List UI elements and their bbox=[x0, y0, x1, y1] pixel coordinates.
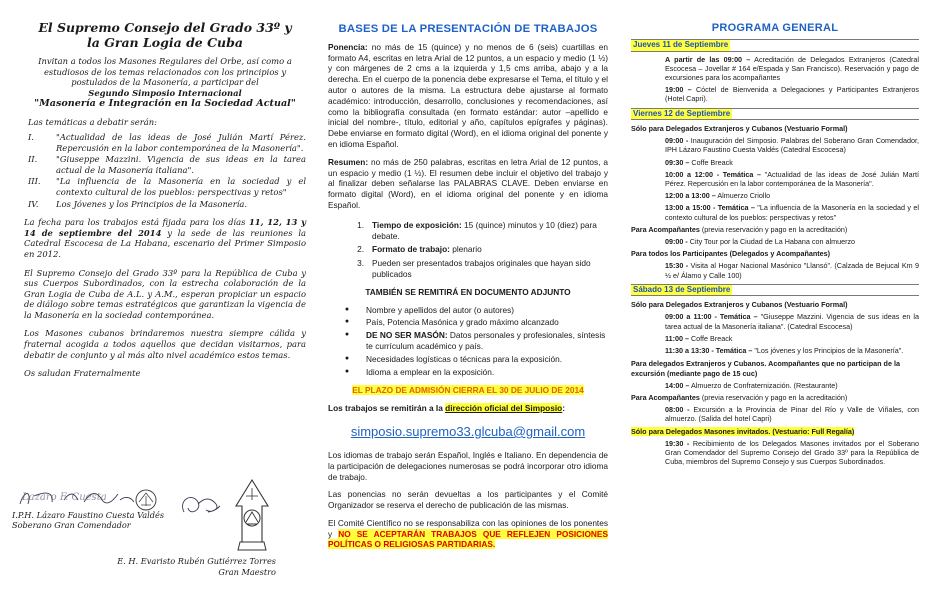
audience-lead: Para Acompañantes bbox=[631, 392, 700, 402]
numbered-rules bbox=[328, 220, 608, 280]
audience-line bbox=[631, 225, 919, 234]
committee-paragraph: El Comité Científico no se responsabiliza con las opiniones de los ponentes y NO SE ACEPTARÁN TRABAJOS QUE REFLEJEN POSICIONES POLÍTICAS O RELIGIOSAS PARTIDARIAS. bbox=[328, 517, 608, 550]
welcome-paragraph: Los Masones cubanos brindaremos nuestra siempre cálida y fraternal acogida a todos aquellos que decidan visitarnos, para debatir de conjunto y al más alto nivel académico estos temas. bbox=[24, 328, 306, 360]
attachment-item: ● DE NO SER MASÓN: Datos personales y profesionales, síntesis te currículum académico y país. bbox=[328, 330, 608, 352]
program-item bbox=[665, 55, 919, 83]
event-dates: 11, 12, 13 y 14 de septiembre del 2014 bbox=[24, 217, 306, 238]
attachment-list bbox=[328, 305, 608, 378]
deadline-notice: EL PLAZO DE ADMISIÓN CIERRA EL 30 DE JULIO DE 2014 bbox=[352, 385, 584, 396]
themes-list bbox=[24, 132, 306, 209]
rule-item: 2. Formato de trabajo: plenario bbox=[357, 244, 482, 255]
rule-item: 3. Pueden ser presentados trabajos originales que hayan sido publicados bbox=[357, 258, 591, 279]
attachment-item: ● Necesidades logísticas o técnicas para la exposición. bbox=[328, 354, 608, 365]
bullet-icon: ● bbox=[344, 354, 350, 362]
program-time: 09:00 - bbox=[665, 237, 688, 247]
signer-1-role: Soberano Gran Comendador bbox=[12, 520, 131, 530]
program-item bbox=[665, 136, 919, 154]
seal-icon bbox=[134, 488, 158, 512]
program-text: Excursión a la Provincia de Pinar del Río y Valle de Viñales, con almuerzo. (Salida del hotel Capri) bbox=[665, 405, 919, 424]
program-time: 14:00 – bbox=[665, 380, 690, 390]
invitation-intro: Invitan a todos los Masones Regulares del Orbe, así como a estudiosos de los temas relacionados con los principios y postulados de la Masonería, a participar del bbox=[38, 56, 292, 88]
signer-2-role: Gran Maestro bbox=[218, 567, 276, 577]
audience-lead: Para todos los Participantes (Delegados y Acompañantes) bbox=[631, 249, 831, 259]
day-header-row bbox=[631, 39, 919, 51]
signature-2-image bbox=[176, 490, 224, 522]
audience-note: (previa reservación y pago en la acreditación) bbox=[699, 392, 848, 402]
languages-paragraph: Los idiomas de trabajo serán Español, Inglés e Italiano. En dependencia de la participación de delegaciones numerosas se podrá incorporar otro idioma de trabajo. bbox=[328, 449, 608, 482]
program-item bbox=[665, 312, 919, 330]
signer-2-name: E. H. Evaristo Rubén Gutiérrez Torres bbox=[117, 556, 276, 566]
program-schedule bbox=[631, 39, 919, 466]
program-time: 09:30 – bbox=[665, 157, 690, 167]
program-item bbox=[665, 203, 919, 221]
audience-section: Sólo para Delegados Extranjeros y Cubanos (Vestuario Formal) bbox=[631, 124, 848, 134]
attach-heading: TAMBIÉN SE REMITIRÁ EN DOCUMENTO ADJUNTO bbox=[365, 286, 571, 297]
bullet-icon: ● bbox=[344, 318, 350, 326]
signer-1-name: I.P.H. Lázaro Faustino Cuesta Valdés bbox=[12, 510, 165, 520]
political-warning: NO SE ACEPTARÁN TRABAJOS QUE REFLEJEN POSICIONES POLÍTICAS O RELIGIOSAS PARTIDARIAS. bbox=[328, 528, 608, 550]
rule-item: 1. Tiempo de exposición: 15 (quince) minutos y 10 (diez) para debate. bbox=[357, 219, 597, 241]
attachment-item: ● País, Potencia Masónica y grado máximo alcanzado bbox=[328, 317, 608, 328]
theme-item: III. "La influencia de la Masonería en la sociedad y el contexto cultural de los pueblos: perspectivas y retos" bbox=[28, 176, 306, 197]
closing-greeting: Os saludan Fraternalmente bbox=[24, 368, 141, 379]
rules-heading: BASES DE LA PRESENTACIÓN DE TRABAJOS bbox=[338, 23, 598, 35]
returns-paragraph: Las ponencias no serán devueltas a los participantes y el Comité Organizador se reserva el derecho de publicación de las mismas. bbox=[328, 489, 608, 511]
program-text: Cóctel de Bienvenida a Delegaciones y Participantes Extranjeros (Hotel Capri). bbox=[665, 85, 919, 104]
program-text: Almuerzo de Confraternización. (Restaurante) bbox=[689, 380, 838, 390]
dates-paragraph: La fecha para los trabajos está fijada para los días 11, 12, 13 y 14 de septiembre del 2014 y la sede de las reuniones la Catedral Escocesa de La Habana, escenario del Primer Simposio en 2012. bbox=[24, 217, 306, 259]
signature-1-text bbox=[12, 510, 164, 530]
theme-item: IV. Los Jóvenes y los Principios de la Masonería. bbox=[28, 198, 248, 209]
day-label: Viernes 12 de Septiembre bbox=[633, 108, 731, 118]
ponencia-paragraph: Ponencia: no más de 15 (quince) y no menos de 6 (seis) cuartillas en formato A4, escritas en letra Arial de 12 puntos, a un espacio y medio (1 ½) y con márgenes de 2 cms a la izquierda y 1,5 cms arriba, abajo y a la derecha. En el cuerpo de la ponencia debe expresarse el Tema, el título y el autor o autores de la misma. La estructura debe ajustarse al formato académico: introducción, desarrollo, conclusiones y recomendaciones, así como la bibliografía consultada (en formato estándar: autor –apellido e inicial del nombre-, título, editorial y año, capítulos epígrafes y páginas). Debe enviarse en formato digital (Word), en el idioma original del ponente y en idioma Español. bbox=[328, 41, 608, 149]
program-item bbox=[665, 346, 919, 355]
audience-note: (previa reservación y pago en la acreditación) bbox=[699, 224, 848, 234]
audience-section-highlight bbox=[631, 427, 919, 436]
audience-lead: Para Acompañantes bbox=[631, 224, 700, 234]
bullet-icon: ● bbox=[344, 305, 350, 313]
official-address-link[interactable]: dirección oficial del Simposio bbox=[445, 403, 563, 414]
symposium-email-link[interactable]: simposio.supremo33.glcuba@gmail.com bbox=[350, 423, 586, 439]
bullet-icon: ● bbox=[344, 331, 350, 339]
signature-1-image bbox=[14, 486, 149, 510]
collaboration-paragraph: El Supremo Consejo del Grado 33º para la República de Cuba y sus Cuerpos Subordinados, con la estrecha colaboración de la Gran Logia de Cuba de A.L. y A.M., esperan propiciar un espacio de diálogo sobre temas estratégicos que garantizan la vigencia de la Masonería en la sociedad contemporánea. bbox=[24, 267, 306, 320]
program-time: 11:00 – bbox=[665, 333, 689, 343]
program-time: 12:00 a 13:00 – bbox=[665, 191, 716, 201]
audience-section: Sólo para Delegados Extranjeros y Cubanos (Vestuario Formal) bbox=[631, 300, 848, 310]
attachment-item: ● Idioma a emplear en la exposición. bbox=[328, 367, 608, 378]
program-heading: PROGRAMA GENERAL bbox=[711, 22, 839, 34]
program-text: "Giuseppe Mazzini. Vigencia de sus ideas en la tarea actual de la Masonería italiana". (Catedral Escocesa) bbox=[665, 312, 919, 331]
theme-item: II. "Giuseppe Mazzini. Vigencia de sus ideas en la tarea actual de la Masonería italiana". bbox=[28, 154, 306, 175]
program-text: City Tour por la Ciudad de La Habana con almuerzo bbox=[687, 237, 856, 247]
program-time: 19:30 - bbox=[665, 438, 690, 448]
day-header-row bbox=[631, 284, 919, 296]
program-time: 09:00 a 11:00 - Temática – bbox=[665, 312, 758, 322]
program-time: 08:00 - bbox=[665, 405, 690, 415]
day-label: Sábado 13 de Septiembre bbox=[633, 284, 731, 294]
program-time: 15:30 - bbox=[665, 261, 689, 271]
program-text: "Los jóvenes y los Principios de la Masonería". bbox=[752, 346, 904, 356]
bullet-icon: ● bbox=[344, 367, 350, 375]
audience-section: Para delegados Extranjeros y Cubanos. Acompañantes que no participan de la excursión (mediante pago de 15 cuc) bbox=[631, 359, 900, 378]
day-label: Jueves 11 de Septiembre bbox=[633, 40, 729, 50]
program-text: Almuerzo Criollo bbox=[715, 191, 771, 201]
masonic-emblem-icon bbox=[232, 478, 272, 554]
themes-heading: Las temáticas a debatir serán: bbox=[28, 117, 157, 128]
program-item bbox=[665, 381, 919, 390]
day-header-row bbox=[631, 108, 919, 120]
event-motto: "Masonería e Integración en la Sociedad Actual" bbox=[34, 98, 296, 110]
theme-item: I. "Actualidad de las ideas de José Julián Martí Pérez. Repercusión en la labor contemporánea de la Masonería". bbox=[28, 131, 306, 153]
resumen-paragraph: Resumen: no más de 250 palabras, escritas en letra Arial de 12 puntos, a un espacio y medio (1 ½). El resumen debe incluir el objetivo del trabajo y al finalizar deben señalarse las PALABRAS CLAVE. Deben enviarse en formato digital (Word), en el idioma original del ponente y en idioma Español. bbox=[328, 156, 608, 210]
program-time: 13:00 a 15:00 - Temática – bbox=[665, 203, 755, 213]
invitation-column bbox=[24, 0, 306, 379]
program-time: 09:00 - bbox=[665, 136, 689, 146]
program-item bbox=[665, 85, 919, 103]
program-time: 10:00 a 12:00 - Temática – bbox=[665, 169, 762, 179]
program-item bbox=[665, 405, 919, 423]
audience-line bbox=[631, 393, 919, 402]
program-text: Coffe Breack bbox=[689, 157, 733, 167]
program-text: Visita al Hogar Nacional Masónico "Llansó". (Calzada de Bejucal Km 9 ½ e/ Álamo y Calle 100) bbox=[665, 261, 919, 280]
invitation-title: El Supremo Consejo del Grado 33º y la Gran Logia de Cuba bbox=[38, 20, 292, 50]
send-to-paragraph: Los trabajos se remitirán a la dirección oficial del Simposio: bbox=[328, 403, 565, 414]
attachment-item: ● Nombre y apellidos del autor (o autores) bbox=[328, 305, 608, 316]
program-item bbox=[665, 237, 919, 246]
program-item bbox=[665, 158, 919, 167]
submission-rules-column bbox=[328, 0, 608, 550]
event-name: Segundo Simposio Internacional bbox=[88, 87, 242, 98]
program-item bbox=[665, 439, 919, 467]
program-item bbox=[665, 170, 919, 188]
program-time: A partir de las 09:00 – bbox=[665, 54, 751, 64]
program-time: 19:00 – bbox=[665, 85, 692, 95]
highlighted-audience: Sólo para Delegados Masones invitados. (Vestuario: Full Regalía) bbox=[631, 426, 855, 436]
program-item bbox=[665, 261, 919, 279]
program-column bbox=[631, 0, 919, 466]
program-text: Inauguración del Simposio. Palabras del Soberano Gran Comendador, IPH Lázaro Faustino Cuesta Valdés (Catedral Escocesa) bbox=[665, 136, 919, 155]
program-item bbox=[665, 191, 919, 200]
audience-line bbox=[631, 249, 919, 258]
program-text: "La influencia de la Masonería en la sociedad y el contexto cultural de los pueblos: perspectivas y retos" bbox=[665, 203, 920, 222]
svg-text:Lazaro F. Cuesta: Lazaro F. Cuesta bbox=[22, 492, 107, 503]
program-text: Recibimiento de los Delegados Masones invitados por el Soberano Gran Comendador del Supremo Consejo del Grado 33º para la República de Cuba, miembros del Supremo Consejo y sus Cuerpos Subordinados. bbox=[665, 438, 919, 467]
program-text: Coffe Breack bbox=[688, 333, 733, 343]
signature-2-text bbox=[106, 556, 276, 578]
program-text: Acreditación de Delegados Extranjeros (Catedral Escocesa – Jovellar # 164 e/Espada y San Francisco). Reservación y pago de excursiones para los acompañantes bbox=[665, 54, 919, 83]
program-item bbox=[665, 334, 919, 343]
program-text: "Actualidad de las ideas de José Julián Martí Pérez. Repercusión en la labor contemporánea de la Masonería". bbox=[665, 169, 919, 189]
program-time: 11:30 a 13:30 - Temática – bbox=[665, 346, 753, 356]
